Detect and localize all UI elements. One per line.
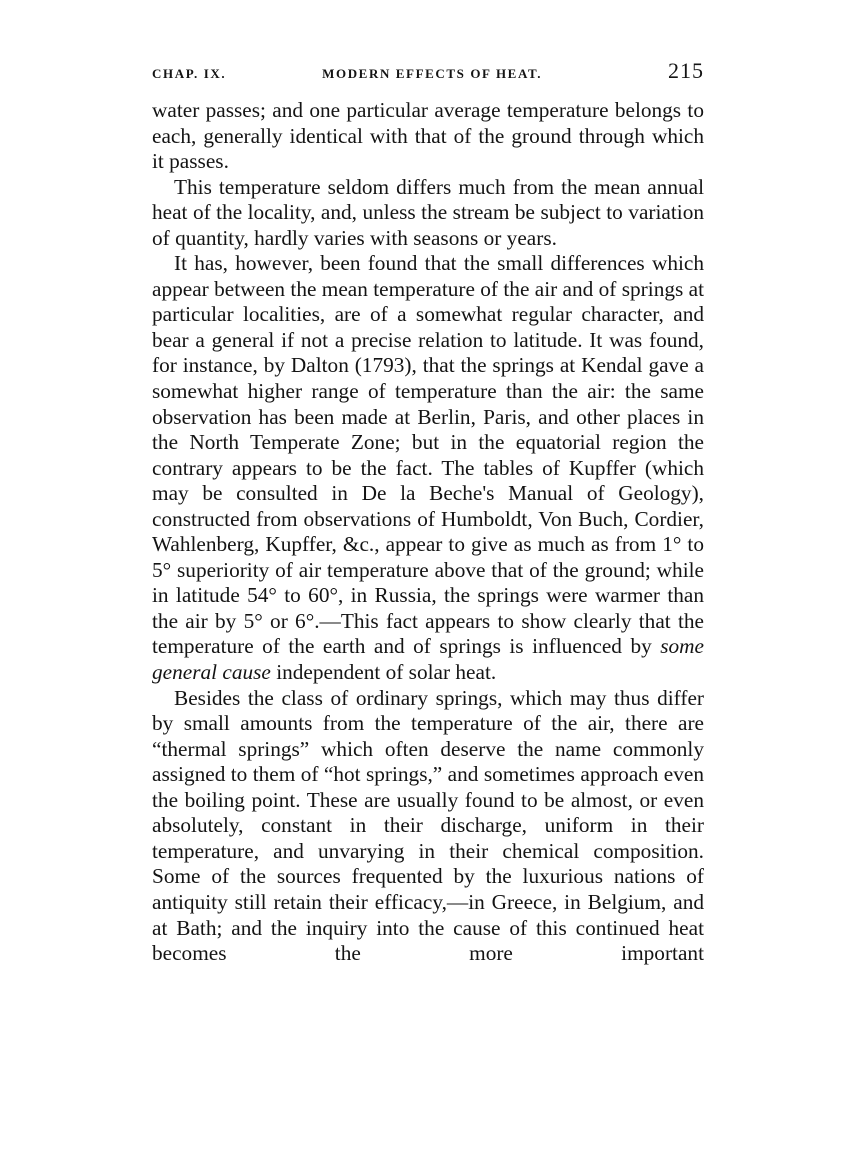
body-text (152, 98, 704, 967)
paragraph-text-start: It has, however, been found that the small differences which appear between the mean temperature of the air and of springs at particular localities, are of a somewhat regular character, and bear a general if not a precise relation to latitude. It was found, for instance, by Dalton (1793), that the springs at Kendal gave a somewhat higher range of temperature than the air: the same observation has been made at Berlin, Paris, and other places in the North Temperate Zone; but in the equatorial region the contrary appears to be the fact. The tables of Kupffer (which may be consulted in De la Beche's Manual of Geology), constructed from observations of Humboldt, Von Buch, Cordier, Wahlenberg, Kupffer, &c., appear to give as much as from 1° to 5° superiority of air temperature above that of the ground; while in latitude 54° to 60°, in Russia, the springs were warmer than the air by 5° or 6°.—This fact appears to show clearly that the temperature of the earth and of springs is influenced by (152, 251, 704, 659)
paragraph-thermal-springs: Besides the class of ordinary springs, which may thus differ by small amounts from the temperature of the air, there are “thermal springs” which often deserve the name commonly assigned to them of “hot springs,” and sometimes approach even the boiling point. These are usually found to be almost, or even absolutely, constant in their discharge, uniform in their temperature, and unvarying in their chemical composition. Some of the sources frequented by the luxurious nations of antiquity still retain their efficacy,—in Greece, in Belgium, and at Bath; and the inquiry into the cause of this continued heat becomes the more important (152, 685, 704, 966)
paragraph-springs-latitude (152, 251, 704, 685)
book-page (152, 58, 704, 967)
running-title: MODERN EFFECTS OF HEAT. (322, 66, 543, 81)
italic-phrase: some general cause (152, 634, 704, 685)
running-header (152, 58, 704, 88)
paragraph-continuation: water passes; and one particular average temperature belongs to each, generally identical with that of the ground through which it passes. (152, 98, 704, 174)
paragraph-text-end: independent of solar heat. (270, 660, 497, 685)
page-number: 215 (668, 58, 704, 83)
paragraph-stream-temperature: This temperature seldom differs much from the mean annual heat of the locality, and, unless the stream be subject to variation of quantity, hardly varies with seasons or years. (152, 174, 704, 250)
chapter-label: CHAP. IX. (152, 66, 227, 81)
